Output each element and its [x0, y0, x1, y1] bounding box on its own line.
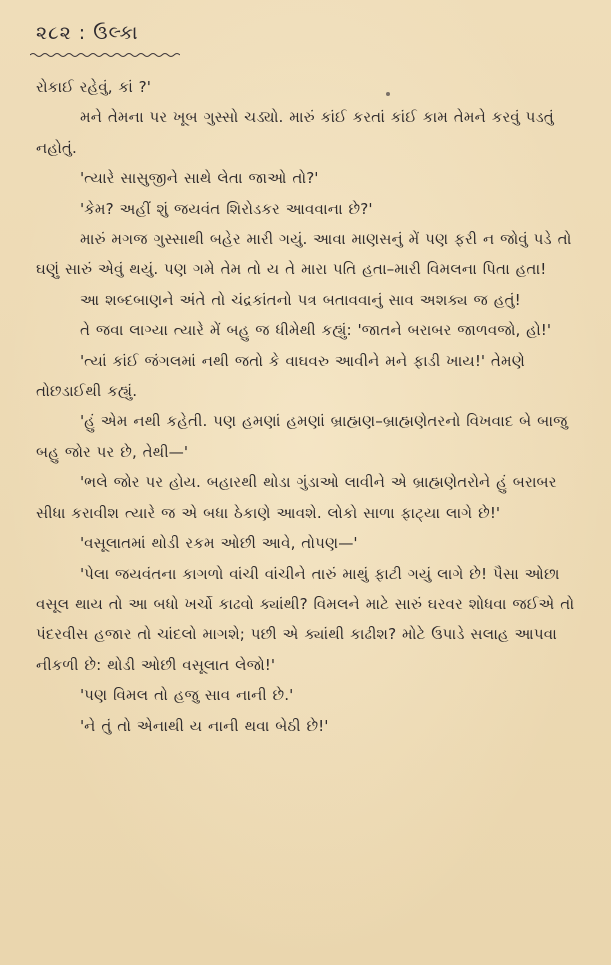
paragraph: 'પેલા જયવંતના કાગળો વાંચી વાંચીને તારું માથું ફાટી ગયું લાગે છે! પૈસા ઓછા વસૂલ થાય તો આ બધો ખર્ચો કાઢવો ક્યાંથી? વિમલને માટે સારું ઘરવર શોધવા જઈએ તો પંદરવીસ હજાર તો ચાંદલો માગશે; પછી એ ક્યાંથી કાઢીશ? મોટે ઉપાડે સલાહ આપવા નીકળી છે: થોડી ઓછી વસૂલાત લેજો!' [36, 564, 575, 674]
paragraph: આ શબ્દબાણને અંતે તો ચંદ્રકાંતનો પત્ર બતાવવાનું સાવ અશક્ય જ હતું! [80, 290, 521, 309]
paragraph: 'કેમ? અહીં શું જયવંત શિરોડકર આવવાના છે?' [80, 199, 373, 218]
body-text [36, 72, 582, 741]
paragraph: તે જવા લાગ્યા ત્યારે મેં બહુ જ ધીમેથી કહ્યું: 'જાતને બરાબર જાળવજો, હો!' [80, 321, 552, 340]
header-wavy-rule [30, 52, 180, 58]
paragraph: 'પણ વિમલ તો હજુ સાવ નાની છે.' [80, 686, 294, 705]
paragraph: 'હું એમ નથી કહેતી. પણ હમણાં હમણાં બ્રાહ્મણ–બ્રાહ્મણેતરનો વિખવાદ બે બાજુ બહુ જોર પર છે, તેથી—' [36, 412, 568, 461]
page-header: ૨૮૨ : ઉલ્કા [36, 22, 139, 44]
paragraph: 'વસૂલાતમાં થોડી રકમ ઓછી આવે, તોપણ—' [80, 534, 358, 553]
paragraph: 'ત્યાં કાંઈ જંગલમાં નથી જતો કે વાઘવરુ આવીને મને ફાડી ખાય!' તેમણે તોછડાઈથી કહ્યું. [36, 351, 525, 401]
paragraph: 'ત્યારે સાસુજીને સાથે લેતા જાઓ તો?' [80, 169, 319, 188]
paragraph: મારું મગજ ગુસ્સાથી બહેર મારી ગયું. આવા માણસનું મેં પણ ફરી ન જોવું પડે તો ઘણું સારું એવું થયું. પણ ગમે તેમ તો ય તે મારા પતિ હતા–મારી વિમલના પિતા હતા! [36, 230, 572, 279]
paragraph: 'ને તું તો એનાથી ય નાની થવા બેઠી છે!' [80, 716, 329, 735]
paragraph: 'ભલે જોર પર હોય. બહારથી થોડા ગુંડાઓ લાવીને એ બ્રાહ્મણેતરોને હું બરાબર સીધા કરાવીશ ત્યારે જ એ બધા ઠેકાણે આવશે. લોકો સાળા ફાટ્યા લાગે છે!' [36, 473, 557, 522]
paragraph: રોકાઈ રહેવું, કાં ?' [36, 78, 151, 96]
paragraph: મને તેમના પર ખૂબ ગુસ્સો ચડ્યો. મારું કાંઈ કરતાં કાંઈ કામ તેમને કરવું પડતું નહોતું. [36, 108, 554, 157]
